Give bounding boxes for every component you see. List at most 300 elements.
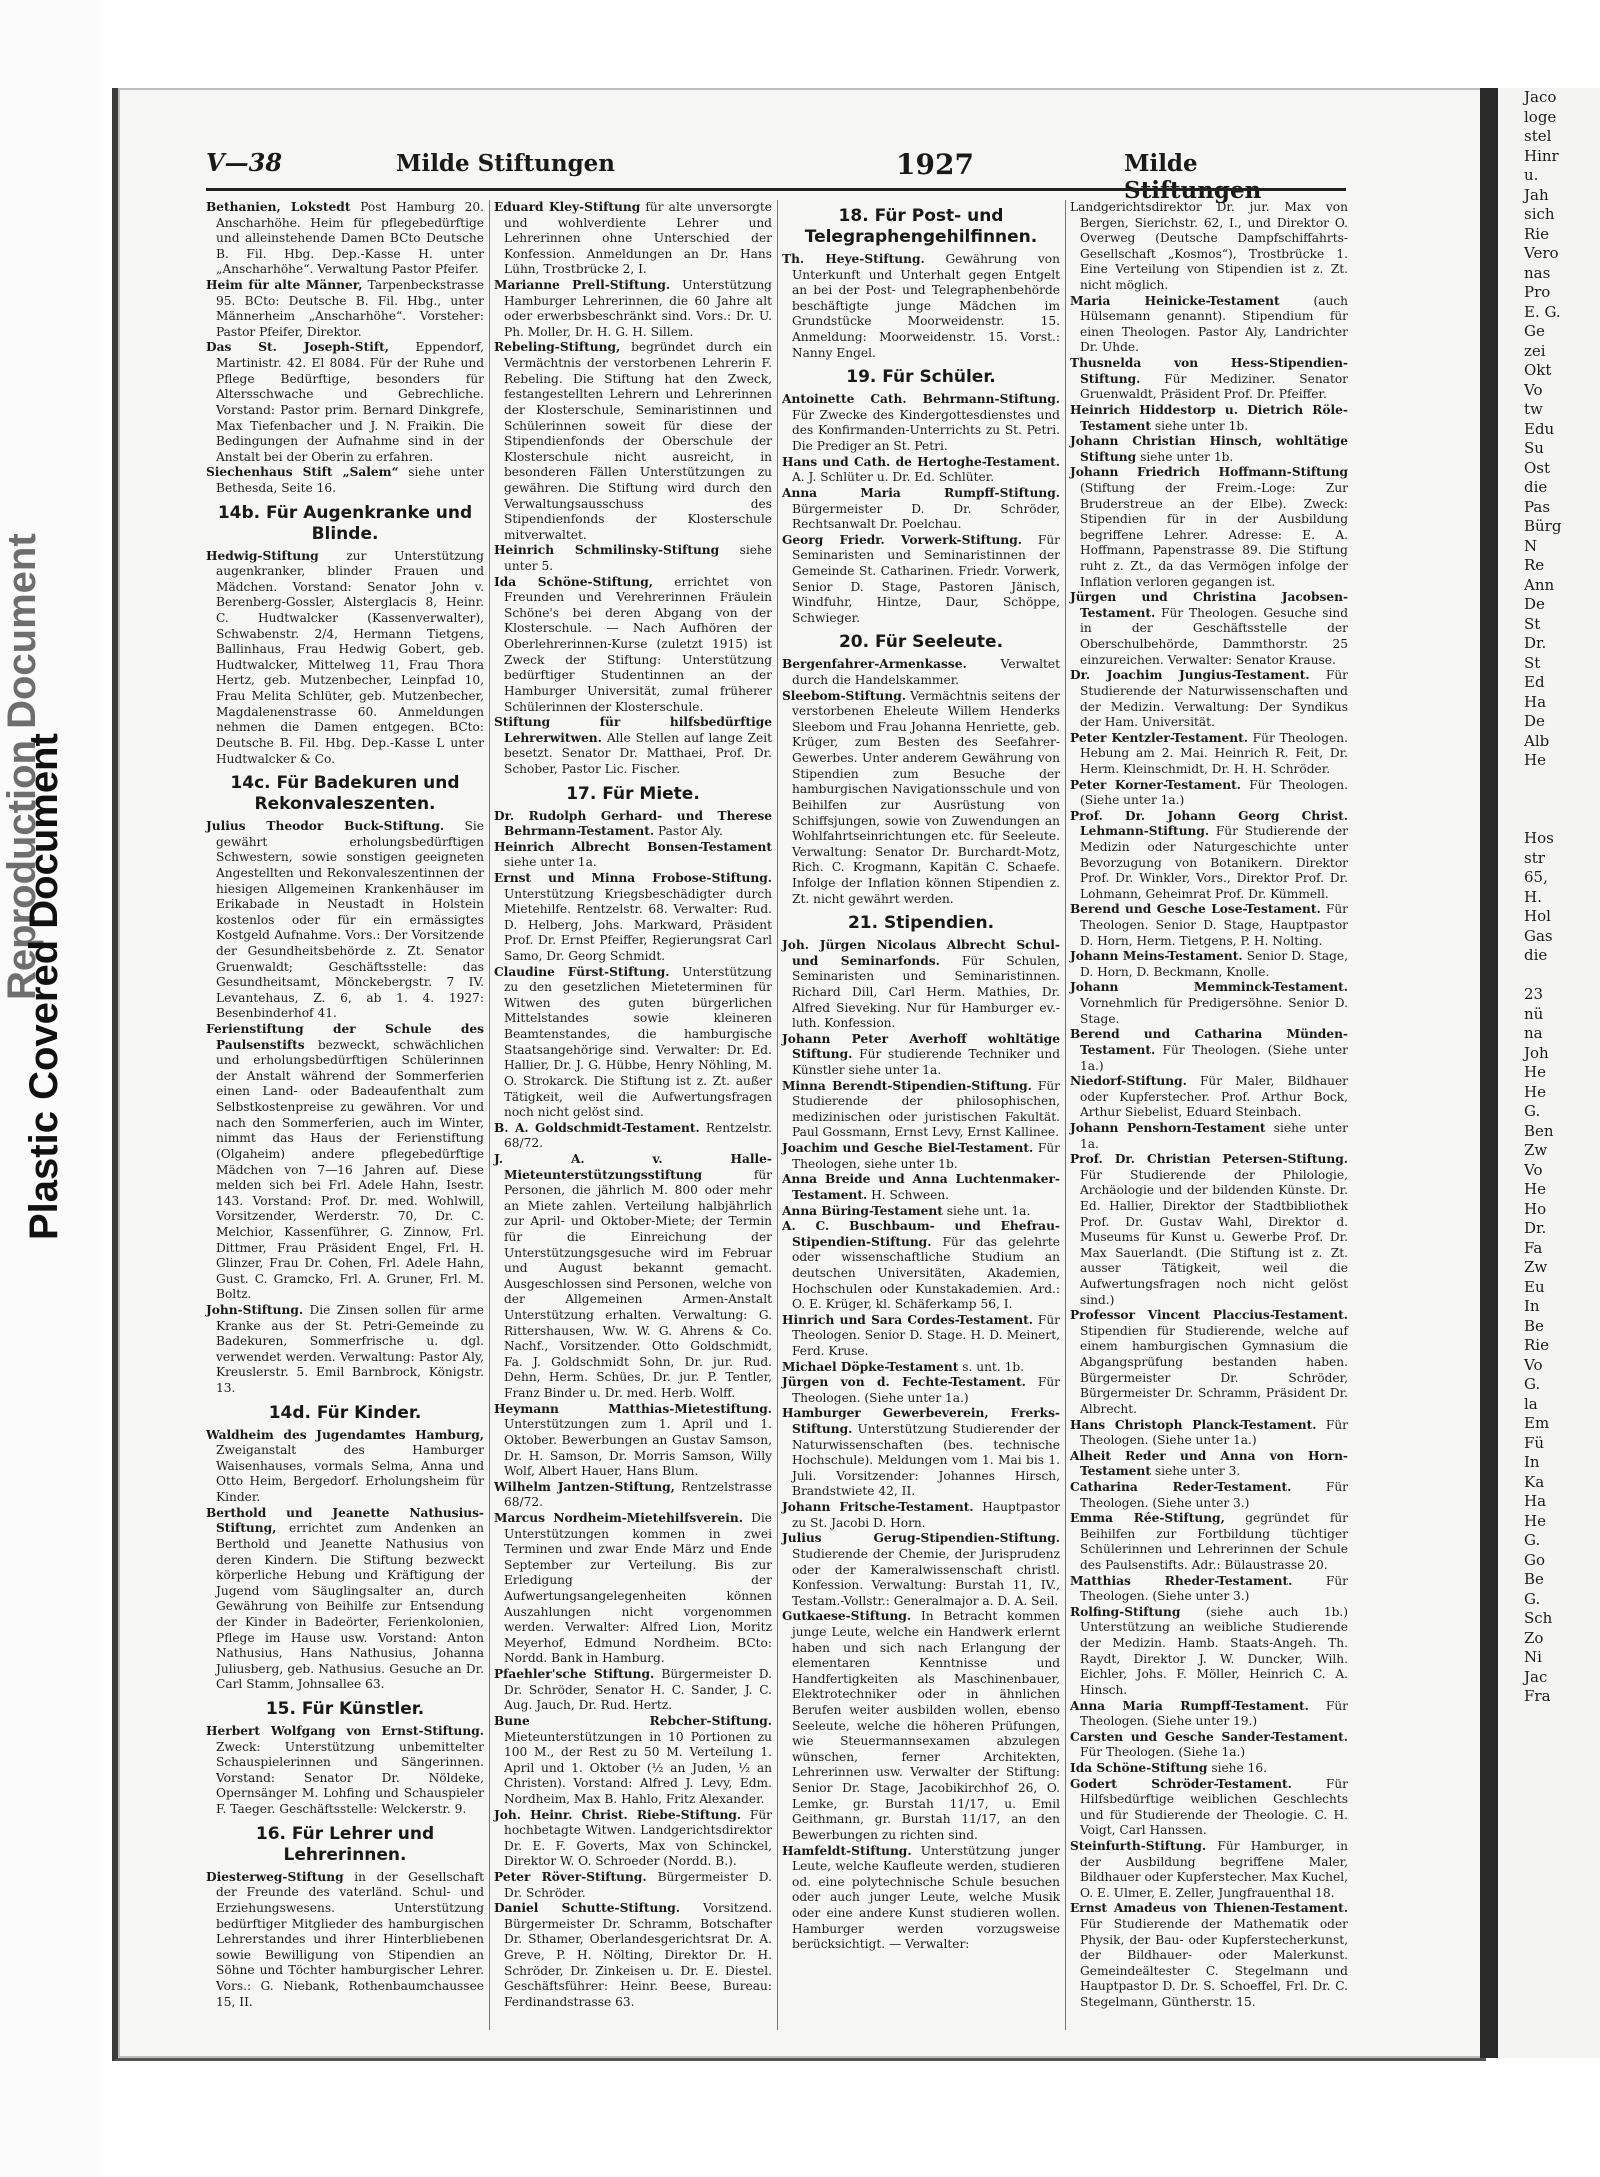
entry-text: In Betracht kommen junge Leute, welche ein Handwerk erlernt haben und sich nach Erlangung der elementaren Kenntnisse und Handfertigkeiten als Maschinenbauer, Elektrotechniker oder in ähnlichen Berufen weiter ausbilden wollen, ebenso Seeleute, welche die höheren Prüfungen, wie Steuermannsexamen abzulegen wünschen, ferner Architekten, Lehrerinnen usw. Verwalter der Stiftung: Senior Dr. Stage, Jacobikirchhof 26, O. Lemke, gr. Burstah 11/17, u. Emil Geithmann, gr. Burstah 11/17, an den Bewerbungen zu richten sind. — [792, 1609, 1060, 1842]
next-page-fragment: u. — [1524, 166, 1539, 184]
foundation-entry — [494, 200, 772, 278]
next-page-fragment: nü — [1524, 1004, 1544, 1023]
foundation-entry — [1070, 1418, 1348, 1449]
entry-name: Johann Friedrich Hoffmann-Stiftung — [1070, 465, 1348, 480]
entry-name: Marianne Prell-Stiftung. — [494, 278, 671, 293]
entry-text: Landgerichtsdirektor Dr. jur. Max von Bergen, Sierichstr. 62, I., und Direktor O. Overweg (Deutsche Dampfschiffahrts-Gesellschaft „Kosmos“), Trostbrücke 1. Eine Verteilung von Stipendien ist z. Zt. nicht möglich. — [1070, 200, 1348, 293]
entry-text: Senior D. Stage, D. Horn, D. Beckmann, Knolle. — [1080, 949, 1348, 979]
next-page-edge — [1498, 88, 1600, 2058]
entry-text: für alte unversorgte und wohlverdiente Lehrer und Lehrerinnen ohne Unterschied der Konfession. Anmeldungen an Dr. Hans Lühn, Trostbrücke 2, I. — [504, 200, 772, 277]
foundation-entry — [1070, 731, 1348, 778]
next-page-fragment: G. — [1524, 1589, 1541, 1608]
entry-text: Für Hamburger, in der Ausbildung begriffene Maler, Bildhauer oder Kupferstecher. Max Kuchel, O. E. Ulmer, E. Zeller, Jungfrauenthal 18. — [1080, 1838, 1348, 1900]
next-page-fragment: Fa — [1524, 1238, 1543, 1257]
header-rule — [206, 188, 1346, 191]
section-heading: 21. Stipendien. — [847, 913, 995, 934]
foundation-entry — [206, 465, 484, 496]
entry-text: Unterstützung Hamburger Lehrerinnen, die 60 Jahre alt oder erwerbsbeschränkt sind. Vors.: Dr. U. Ph. Moller, Dr. H. G. H. Sillem. — [504, 278, 772, 339]
entry-text: Vorsitzend. Bürgermeister Dr. Schramm, Botschafter Dr. Sthamer, Oberlandesgerichtsrat Dr. A. Greve, P. H. Nölting, Direktor Dr. H. Schröder, Dr. Zinkeisen u. Dr. E. Diestel. Geschäftsführer: Heinr. Beese, Bureau: Ferdinandstrasse 63. — [504, 1901, 772, 2009]
entry-name: Bergenfahrer-Armenkasse. — [782, 657, 967, 672]
foundation-entry — [1070, 1449, 1348, 1480]
foundation-entry — [1070, 1761, 1348, 1777]
next-page-fragment: De — [1524, 712, 1545, 730]
entry-text: Für Studierende der Philologie, Archäologie und der bildenden Künste. Dr. Ed. Hallier, Direktor der Stadtbibliothek Prof. Dr. Gustav Wahl, Direktor d. Museums für Kunst u. Gewerbe Prof. Dr. Max Sauerlandt. (Die Stiftung ist z. Zt. ausser Tätigkeit, weil die Aufwertungsfragen noch nicht gelöst sind.) — [1080, 1167, 1348, 1307]
entry-text: Vornehmlich für Predigersöhne. Senior D. Stage. — [1080, 996, 1348, 1026]
entry-name: Siechenhaus Stift „Salem“ — [206, 465, 399, 480]
entry-name: B. A. Goldschmidt-Testament. — [494, 1120, 700, 1135]
next-page-fragment: la — [1524, 1394, 1538, 1413]
column-3 — [782, 200, 1060, 1953]
foundation-entry — [782, 689, 1060, 908]
entry-text: Für Mediziner. Senator Gruenwaldt, Präsident Prof. Dr. Pfeiffer. — [1080, 371, 1348, 402]
next-page-fragment: 65, — [1524, 868, 1548, 886]
column-divider — [1065, 200, 1066, 2030]
next-page-fragment: G. — [1524, 1102, 1541, 1120]
next-page-fragment: Go — [1524, 1550, 1546, 1569]
next-page-fragment: Ann — [1524, 575, 1555, 594]
column-4 — [1070, 200, 1348, 2011]
section-heading: 18. Für Post- und Telegraphengehilfinnen. — [804, 206, 1038, 247]
entry-name: Heim für alte Männer, — [206, 278, 363, 293]
entry-name: Alheit Reder und Anna von Horn-Testament — [1070, 1448, 1348, 1479]
entry-text: Für Theologen. (Siehe unter 1a.) — [792, 1375, 1061, 1405]
entry-name: Waldheim des Jugendamtes Hamburg, — [206, 1427, 484, 1442]
foundation-entry — [1070, 1308, 1348, 1417]
entry-name: Eduard Kley-Stiftung — [494, 200, 641, 214]
foundation-entry — [494, 340, 772, 543]
entry-text: Für Theologen. (Siehe unter 1a.) — [1080, 777, 1348, 808]
foundation-entry — [1070, 434, 1348, 465]
next-page-fragment: Pas — [1524, 497, 1551, 516]
section-heading: 14b. Für Augenkranke und Blinde. — [217, 502, 473, 544]
entry-name: Steinfurth-Stiftung. — [1070, 1838, 1207, 1853]
entry-name: Joachim und Gesche Biel-Testament. — [782, 1141, 1034, 1156]
entry-name: Heinrich Schmilinsky-Stiftung — [494, 543, 720, 558]
foundation-entry — [782, 1406, 1060, 1500]
section-heading: 14d. Für Kinder. — [268, 1402, 422, 1423]
foundation-entry — [782, 1375, 1060, 1406]
foundation-entry — [1070, 465, 1348, 590]
entry-text: Für Theologen. (Siehe unter 19.) — [1080, 1698, 1349, 1729]
entry-name: Thusnelda von Hess-Stipendien-Stiftung. — [1070, 356, 1348, 386]
entry-name: Johann Meins-Testament. — [1070, 949, 1243, 964]
entry-text: Bürgermeister D. Dr. Schröder, Senator H. C. Sander, J. C. Aug. Jauch, Dr. Rud. Hertz. — [504, 1667, 773, 1713]
entry-name: Marcus Nordheim-Mietehilfsverein. — [494, 1510, 744, 1525]
next-page-fragment: N — [1524, 536, 1538, 555]
foundation-entry — [1070, 902, 1348, 949]
next-page-fragment: St — [1524, 614, 1541, 633]
foundation-entry — [1070, 1605, 1348, 1699]
entry-name: Bethanien, Lokstedt — [206, 200, 351, 214]
foundation-entry — [782, 938, 1060, 1032]
newspaper-page — [112, 88, 1486, 2061]
next-page-fragment: nas — [1524, 263, 1551, 282]
next-page-fragment: Vo — [1524, 1160, 1543, 1179]
entry-name: Antoinette Cath. Behrmann-Stiftung. — [782, 392, 1060, 407]
entry-text: Für Schulen, Seminaristen und Seminaristinnen. Richard Dill, Carl Herm. Mathies, Dr. Alfred Sieveking. Nur für Hamburger ev.-luth. Konfession. — [792, 953, 1060, 1031]
entry-text: Die Unterstützungen kommen in zwei Terminen und zwar Ende März und Ende September zur Verteilung. Bis zur Erledigung der Aufwertungsangelegenheiten können Auszahlungen nicht vorgenommen werden. Verwalter: Alfred Lion, Moritz Meyerhof, Edmund Nordheim. BCto: Nordd. Bank in Hamburg. — [504, 1510, 772, 1666]
foundation-entry — [494, 871, 772, 965]
next-page-fragment: H. — [1524, 887, 1542, 906]
entry-text: Unterstützung Kriegsbeschädigter durch Mietehilfe. Rentzelstr. 68. Verwalter: Rud. D. Helberg, Johs. Markward, Präsident Prof. Dr. Ernst Pfeiffer, Regierungsrat Carl Samo, Dr. Georg Schmidt. — [504, 886, 772, 964]
entry-name: Emma Rée-Stiftung, — [1070, 1511, 1225, 1526]
next-page-fragment: Ha — [1524, 692, 1547, 711]
page-header — [206, 148, 1336, 182]
page-number: V—38 — [206, 148, 283, 177]
entry-name: Ida Schöne-Stiftung — [1070, 1760, 1208, 1775]
entry-text: Zweiganstalt des Hamburger Waisenhauses, vormals Selma, Anna und Otto Heim, Bergedorf. Erholungsheim für Kinder. — [216, 1443, 484, 1505]
entry-text: Für Studierende der Medizin oder Naturgeschichte unter Bevorzugung von Botanikern. Direktor Prof. Dr. Winkler, Vors., Direktor Prof. Dr. Lohmann, Geheimrat Prof. Dr. Kümmell. — [1080, 824, 1348, 901]
entry-name: Anna Büring-Testament — [782, 1203, 943, 1218]
entry-name: Godert Schröder-Testament. — [1070, 1776, 1292, 1791]
foundation-entry — [494, 1121, 772, 1152]
foundation-entry — [1070, 1121, 1348, 1152]
next-page-fragment — [1498, 966, 1600, 986]
next-page-fragment: Eu — [1524, 1277, 1545, 1296]
foundation-entry — [1070, 1730, 1348, 1761]
next-page-fragment: Vero — [1524, 244, 1559, 262]
entry-name: Minna Berendt-Stipendien-Stiftung. — [782, 1078, 1032, 1093]
next-page-fragment: loge — [1524, 107, 1557, 126]
entry-text: in der Gesellschaft der Freunde des vaterländ. Schul- und Erziehungswesens. Unterstützung bedürftiger Mitglieder des hamburgischen Lehrerstandes und ihrer Hinterbliebenen sowie Bewilligung von Stipendien an Söhne und Töchter hamburgischer Lehrer. Vors.: G. Niebank, Rothenbaumchaussee 15, II. — [216, 1869, 484, 2009]
next-page-fragment: Jaco — [1524, 88, 1557, 106]
entry-name: Maria Heinicke-Testament — [1070, 293, 1280, 308]
next-page-fragment: St — [1524, 653, 1541, 672]
foundation-entry — [206, 819, 484, 1022]
entry-text: Für Studierende der Mathematik oder Physik, der Bau- oder Kupferstecherkunst, der Bildhauer- oder Malerkunst. Gemeindeältester C. Stegelmann und Hauptpastor D. Dr. S. Schoeffel, Frl. Dr. C. Stegelmann, Güntherstr. 15. — [1080, 1917, 1348, 2010]
column-2 — [494, 200, 772, 2010]
foundation-entry — [1070, 949, 1348, 980]
entry-text: Für Maler, Bildhauer oder Kupferstecher. Prof. Arthur Bock, Arthur Siebelist, Eduard Steinbach. — [1080, 1074, 1349, 1120]
entry-text: siehe unter 3. — [1154, 1464, 1241, 1479]
entry-text: Die Zinsen sollen für arme Kranke aus der St. Petri-Gemeinde zu Badekuren, Sommerfrische u. dgl. verwendet werden. Verwaltung: Pastor Aly, Kreuslerstr. 5. Emil Barnbrock, Königstr. 13. — [216, 1303, 484, 1396]
entry-text: siehe 16. — [1211, 1760, 1267, 1775]
foundation-entry — [782, 533, 1060, 627]
foundation-entry — [1070, 1901, 1348, 2010]
entry-text: Stipendien für Studierende, welche auf einem hamburgischen Gymnasium die Abgangsprüfung bestanden haben. Bürgermeister Dr. Schröder, Bürgermeister Dr. Schramm, Präsident Dr. Albrecht. — [1080, 1323, 1348, 1416]
next-page-fragment: Dr. — [1524, 634, 1547, 652]
foundation-entry — [1070, 1511, 1348, 1573]
header-title-right: Milde — [1124, 150, 1198, 177]
entry-name: Th. Heye-Stiftung. — [782, 252, 925, 266]
next-page-fragment: Su — [1524, 439, 1544, 457]
foundation-entry — [494, 1402, 772, 1480]
foundation-entry — [782, 1360, 1060, 1376]
entry-name: Professor Vincent Placcius-Testament. — [1070, 1308, 1348, 1323]
entry-name: Stiftung für hilfsbedürftige Lehrerwitwen. — [494, 715, 772, 745]
entry-text: Für das gelehrte oder wissenschaftliche Studium an deutschen Universitäten, Akademien, Hochschulen oder Kunstakademien. Ard.: O. E. Krüger, kl. Schäferkamp 56, I. — [792, 1234, 1060, 1312]
entry-name: Johann Peter Averhoff wohltätige Stiftung. — [782, 1031, 1060, 1062]
entry-name: Joh. Heinr. Christ. Riebe-Stiftung. — [494, 1807, 742, 1822]
entry-name: Wilhelm Jantzen-Stiftung, — [494, 1479, 675, 1494]
foundation-entry — [206, 200, 484, 278]
foundation-entry — [494, 1667, 772, 1714]
next-page-fragment: Vo — [1524, 380, 1543, 399]
entry-text: siehe unt. 1a. — [946, 1203, 1031, 1218]
next-page-fragment: Hinr — [1524, 146, 1559, 165]
next-page-fragment: He — [1524, 1511, 1546, 1530]
entry-name: Johann Christian Hinsch, wohltätige Stiftung — [1070, 434, 1348, 464]
next-page-fragment: zei — [1524, 341, 1546, 360]
next-page-fragment: Bürg — [1524, 517, 1562, 535]
entry-text: errichtet zum Andenken an Berthold und Jeanette Nathusius von deren Kindern. Die Stiftung bezweckt körperliche Hebung und Kräftigung der Jugend vom Säuglingsalter an, durch Gewährung von Beihilfe zur Entsendung der Kinder in Badeörter, Ferienkolonien, Pflege im Hause usw. Vorstand: Anton Nathusius, Hans Nathusius, Johanna Juliusberg, geb. Nathusius. Gesuche an Dr. Carl Stamm, Johnsallee 63. — [216, 1521, 484, 1692]
entry-name: Carsten und Gesche Sander-Testament. — [1070, 1729, 1348, 1744]
entry-name: Julius Gerug-Stipendien-Stiftung. — [782, 1531, 1060, 1546]
entry-name: Anna Breide und Anna Luchtenmaker-Testament. — [782, 1172, 1060, 1202]
foundation-entry — [494, 1714, 772, 1808]
next-page-fragment: Ost — [1524, 458, 1551, 477]
foundation-entry — [782, 1609, 1060, 1843]
entry-name: Bune Rebcher-Stiftung. — [494, 1713, 772, 1728]
next-page-fragment: He — [1524, 1082, 1546, 1101]
next-page-fragment: Dr. — [1524, 1219, 1547, 1237]
entry-text: Für Theologen. Senior D. Stage. H. D. Meinert, Ferd. Kruse. — [792, 1312, 1061, 1358]
next-page-fragment: Fü — [1524, 1433, 1545, 1452]
next-page-fragment: Ni — [1524, 1648, 1542, 1666]
entry-name: Heymann Matthias-Mietestiftung. — [494, 1401, 772, 1416]
foundation-entry — [206, 549, 484, 768]
foundation-entry — [782, 1844, 1060, 1953]
next-page-fragment: He — [1524, 1063, 1546, 1081]
entry-name: Pfaehler'sche Stiftung. — [494, 1667, 655, 1682]
entry-name: Catharina Reder-Testament. — [1070, 1479, 1292, 1494]
entry-text: gegründet für Beihilfen zur Fortbildung tüchtiger Schülerinnen und Lehrerinnen der Schule des Paulsenstifts. Adr.: Bülaustrasse 20. — [1080, 1511, 1349, 1573]
next-page-fragment: Hos — [1524, 829, 1554, 847]
foundation-entry — [494, 575, 772, 715]
entry-text: Rentzelstrasse 68/72. — [504, 1479, 772, 1510]
entry-text: s. unt. 1b. — [962, 1359, 1024, 1374]
entry-name: Johann Memminck-Testament. — [1070, 980, 1348, 995]
entry-name: Ernst und Minna Frobose-Stiftung. — [494, 870, 772, 885]
next-page-fragment: Joh — [1524, 1043, 1549, 1062]
entry-text: begründet durch ein Vermächtnis der verstorbenen Lehrerin F. Rebeling. Die Stiftung hat den Zweck, festangestellten Lehrern und Lehrerinnen der Klosterschule, Seminaristinnen und Schülerinnen soweit für diese der Stipendienfonds der Oberschule der Klosterschule nicht ausreicht, in besonderen Fällen Unterstützungen zu gewähren. Die Stiftung wird durch den Verwaltungsausschuss des Stipendienfonds der Klosterschule mitverwaltet. — [504, 340, 772, 542]
next-page-fragment: Ed — [1524, 673, 1545, 691]
next-page-fragment: Rie — [1524, 224, 1549, 243]
foundation-entry — [494, 965, 772, 1121]
entry-name: Anna Maria Rumpff-Stiftung. — [782, 485, 1060, 500]
entry-name: Ernst Amadeus von Thienen-Testament. — [1070, 1901, 1348, 1916]
next-page-fragment: Ha — [1524, 1492, 1547, 1510]
foundation-entry — [782, 1500, 1060, 1531]
foundation-entry — [1070, 778, 1348, 809]
foundation-entry — [1070, 200, 1348, 294]
next-page-fragment: Ge — [1524, 322, 1545, 340]
foundation-entry — [1070, 1027, 1348, 1074]
next-page-fragment: Ka — [1524, 1472, 1545, 1491]
foundation-entry — [494, 1808, 772, 1870]
foundation-entry — [782, 1204, 1060, 1220]
entry-name: Ida Schöne-Stiftung, — [494, 574, 654, 589]
foundation-entry — [494, 543, 772, 574]
entry-text: Post Hamburg 20. Anscharhöhe. Heim für pflegebedürftige und alleinstehende Damen BCto Deutsche B. Fil. Hbg. Dep.-Kasse H. unter „Anscharhöhe“. Verwaltung Pastor Pfeifer. — [216, 200, 485, 277]
foundation-entry — [1070, 403, 1348, 434]
entry-name: A. C. Buschbaum- und Ehefrau-Stipendien-Stiftung. — [782, 1219, 1060, 1249]
header-year: 1927 — [896, 148, 974, 181]
foundation-entry — [1070, 1699, 1348, 1730]
entry-text: siehe unter Bethesda, Seite 16. — [216, 465, 485, 495]
foundation-entry — [494, 840, 772, 871]
foundation-entry — [206, 1428, 484, 1506]
foundation-entry — [494, 1901, 772, 2010]
next-page-fragment: Hol — [1524, 907, 1551, 925]
foundation-entry — [1070, 294, 1348, 356]
section-heading: 17. Für Miete. — [566, 783, 700, 804]
foundation-entry — [782, 1032, 1060, 1079]
entry-name: Prof. Dr. Johann Georg Christ. Lehmann-Stiftung. — [1070, 808, 1348, 839]
entry-name: Ferienstiftung der Schule des Paulsenstifts — [206, 1022, 484, 1052]
entry-text: Für Theologen. (Siehe 1a.) — [1080, 1745, 1246, 1760]
foundation-entry — [1070, 1574, 1348, 1605]
foundation-entry — [206, 1870, 484, 2010]
entry-text: Für Seminaristen und Seminaristinnen der Gemeinde St. Catharinen. Friedr. Vorwerk, Senior D. Stage, Pastoren Jänisch, Windfuhr, Hintze, Daur, Schöppe, Schwieger. — [792, 532, 1061, 625]
foundation-entry — [206, 1022, 484, 1303]
entry-text: Zweck: Unterstützung unbemittelter Schauspielerinnen und Sängerinnen. Vorstand: Senator Dr. Nöldeke, Opernsänger M. Lohfing und Schauspieler F. Taeger. Geschäftsstelle: Welckerstr. 9. — [216, 1739, 484, 1817]
entry-text: Unterstützungen zum 1. April und 1. Oktober. Bewerbungen an Gustav Samson, Dr. H. Samson, Dr. Morris Samson, Willy Wolf, Albert Hauer, Hans Blum. — [504, 1417, 772, 1479]
next-page-fragment: De — [1524, 595, 1545, 613]
entry-name: Hans Christoph Planck-Testament. — [1070, 1417, 1317, 1432]
section-heading: 19. Für Schüler. — [846, 367, 996, 388]
foundation-entry — [782, 392, 1060, 454]
entry-text: Für Zwecke des Kindergottesdienstes und des Konfirmanden-Unterrichts zu St. Petri. Die Prediger an St. Petri. — [792, 407, 1060, 454]
entry-text: Unterstützung zu den gesetzlichen Mieteterminen für Witwen des guten bürgerlichen Mittelstandes sowie kleineren Beamtenstandes, die hamburgische Staatsangehörige sind. Verwalter: Dr. Ed. Hallier, Dr. J. G. Hübbe, Henry Nöhling, M. O. Strokarck. Die Stiftung ist z. Zt. außer Tätigkeit, weil die Aufwertungsfragen noch nicht gelöst sind. — [504, 964, 772, 1120]
next-page-fragment: In — [1524, 1453, 1540, 1471]
next-page-fragment: G. — [1524, 1531, 1541, 1549]
next-page-fragment: Em — [1524, 1414, 1550, 1432]
entry-name: Gutkaese-Stiftung. — [782, 1609, 912, 1624]
foundation-entry — [206, 1303, 484, 1397]
entry-text: siehe unter 1b. — [1140, 449, 1234, 464]
next-page-fragment: die — [1524, 478, 1548, 496]
entry-name: Anna Maria Rumpff-Testament. — [1070, 1698, 1309, 1713]
foundation-entry — [1070, 1074, 1348, 1121]
next-page-fragment: Okt — [1524, 361, 1552, 379]
entry-name: Peter Kentzler-Testament. — [1070, 730, 1248, 745]
foundation-entry — [206, 1724, 484, 1818]
entry-text: Für Theologen, siehe unter 1b. — [792, 1141, 1060, 1171]
entry-name: Hamfeldt-Stiftung. — [782, 1843, 912, 1858]
entry-text: bezweckt, schwächlichen und erholungsbedürftigen Schülerinnen der Anstalt während der Sommerferien einen Land- oder Badeaufenthalt zum Selbstkostenpreise zu gewähren. Vor und nach den Sommerferien, auch im Winter, nimmt das Haus der Ferienstiftung (Olgaheim) andere pflegebedürftige Mädchen von 7—16 Jahren auf. Diese melden sich bei Frl. Adele Hahn, Isestr. 143. Vorstand: Prof. Dr. med. Wohlwill, Vorsitzender, Werderstr. 70, Dr. C. Melchior, Kassenführer, G. Zinnow, Frl. Dittmer, Frau Präsident Engel, Frl. H. Glinzer, Frau Dr. Cohen, Frl. Adele Hahn, Gust. C. Gramcko, Frl. A. Gruner, Frl. M. Boltz. — [216, 1037, 484, 1302]
next-page-fragment: Be — [1524, 1316, 1544, 1335]
entry-text: Hauptpastor zu St. Jacobi D. Horn. — [792, 1500, 1061, 1530]
next-page-fragment: He — [1524, 751, 1546, 769]
next-page-fragment: str — [1524, 848, 1545, 867]
entry-text: Für Theologen. (Siehe unter 3.) — [1080, 1479, 1348, 1510]
entry-name: Berend und Gesche Lose-Testament. — [1070, 902, 1321, 917]
next-page-fragment: sich — [1524, 205, 1555, 223]
entry-name: Sleebom-Stiftung. — [782, 688, 906, 703]
entry-text: Für hochbetagte Witwen. Landgerichtsdirektor Dr. E. F. Goverts, Max von Schinckel, Direktor W. O. Schroeder (Nordd. B.). — [504, 1807, 772, 1869]
column-1 — [206, 200, 484, 2010]
entry-text: siehe unter 5. — [504, 543, 772, 574]
next-page-fragment: Jac — [1524, 1667, 1548, 1686]
foundation-entry — [494, 1511, 772, 1667]
next-page-fragment — [1498, 790, 1600, 810]
entry-text: siehe unter 1b. — [1154, 418, 1249, 433]
foundation-entry — [494, 1870, 772, 1901]
entry-text: Eppendorf, Martinistr. 42. El 8084. Für der Ruhe und Pflege Bedürftige, besonders für Altersschwache und Gebrechliche. Vorstand: Pastor prim. Bernard Dinkgrefe, Max Tiefenbacher und J. N. Fraikin. Die Bedingungen der Aufnahme sind in der Anstalt bei der Oberin zu erfahren. — [216, 340, 484, 464]
next-page-fragment: He — [1524, 1180, 1546, 1198]
next-page-fragment — [1498, 771, 1600, 791]
entry-name: Berend und Catharina Münden-Testament. — [1070, 1027, 1348, 1057]
entry-text: Für Theologen. (Siehe unter 1a.) — [1080, 1417, 1348, 1448]
next-page-fragment: Sch — [1524, 1609, 1553, 1627]
next-page-fragment: Jah — [1524, 185, 1549, 204]
entry-name: Rolfing-Stiftung — [1070, 1604, 1181, 1619]
entry-text: Mieteunterstützungen in 10 Portionen zu 100 M., der Rest zu 50 M. Verteilung 1. April und 1. Oktober (½ an Juden, ½ an Christen). Vorstand: Alfred J. Levy, Edm. Nordheim, Max B. Hahlo, Fritz Alexander. — [504, 1729, 772, 1806]
entry-text: Vermächtnis seitens der verstorbenen Eheleute Willem Henderks Sleebom und Frau Johanna Henriette, geb. Krüger, zum Besten des Seefahrer-Gewerbes. Unter anderem Gewährung von Stipendien zum Besuche der hamburgischen Navigationsschule und von Beihilfen zur Ausrüstung von Schiffsjungen, sowie von Zuwendungen an Wohlfahrtseinrichtungen etc. für Seeleute. Verwaltung: Senator Dr. Burchardt-Motz, Rich. C. Krogmann, Kapitän C. Schaefe. Infolge der Inflation können Stipendien z. Zt. nicht gewährt werden. — [792, 688, 1060, 906]
next-page-fragment: Be — [1524, 1570, 1544, 1588]
entry-text: Für Studierende der Naturwissenschaften und der Medizin. Verwaltung: Der Syndikus der Ham. Universität. — [1080, 668, 1349, 730]
column-divider — [489, 200, 490, 2030]
foundation-entry — [782, 252, 1060, 361]
next-page-fragment: na — [1524, 1024, 1543, 1042]
entry-name: Peter Röver-Stiftung. — [494, 1869, 647, 1884]
entry-name: Jürgen von d. Fechte-Testament. — [782, 1375, 1026, 1390]
next-page-fragment: Zw — [1524, 1141, 1548, 1159]
entry-name: Das St. Joseph-Stift, — [206, 340, 389, 355]
foundation-entry — [1070, 1480, 1348, 1511]
entry-name: Daniel Schutte-Stiftung. — [494, 1901, 681, 1916]
foundation-entry — [494, 1480, 772, 1511]
foundation-entry — [1070, 356, 1348, 403]
section-heading: 16. Für Lehrer und Lehrerinnen. — [255, 1823, 435, 1865]
next-page-fragment: Zw — [1524, 1258, 1548, 1276]
next-page-fragment: Ben — [1524, 1121, 1554, 1140]
foundation-entry — [1070, 980, 1348, 1027]
entry-text: Für Theologen. (Siehe unter 1a.) — [1080, 1042, 1348, 1073]
next-page-fragment: stel — [1524, 127, 1552, 145]
foundation-entry — [782, 1079, 1060, 1141]
entry-name: Prof. Dr. Christian Petersen-Stiftung. — [1070, 1152, 1348, 1167]
foundation-entry — [1070, 1777, 1348, 1839]
foundation-entry — [1070, 809, 1348, 903]
entry-name: Hedwig-Stiftung — [206, 548, 319, 563]
next-page-fragment: Edu — [1524, 419, 1555, 438]
entry-text: Alle Stellen auf lange Zeit besetzt. Senator Dr. Matthaei, Prof. Dr. Schober, Pastor Lic. Fischer. — [504, 730, 772, 776]
header-title-left: Milde Stiftungen — [396, 150, 616, 177]
column-divider — [777, 200, 778, 2030]
entry-text: Für studierende Techniker und Künstler siehe unter 1a. — [792, 1047, 1061, 1078]
next-page-fragment: 23 — [1524, 985, 1544, 1003]
entry-text: Gewährung von Unterkunft und Unterhalt gegen Entgelt an bei der Post- und Telegraphenbehörde beschäftigte junge Mädchen im Grundstücke Moorweidenstr. 15. Anmeldung: Moorweidenstr. 15. Vorst.: Nanny Engel. — [792, 252, 1060, 360]
entry-text: Pastor Aly. — [657, 824, 723, 839]
foundation-entry — [1070, 1839, 1348, 1901]
entry-text: Für Hilfsbedürftige weiblichen Geschlechts und für Studierende der Theologie. C. H. Voigt, Carl Hanssen. — [1080, 1776, 1348, 1838]
entry-text: Unterstützung junger Leute, welche Kaufleute werden, studieren od. eine polytechnische Schule besuchen oder auch junger Leute, welche Musik oder eine andere Kunst studieren wollen. Hamburger werden vorzugsweise berücksichtigt. — Verwalter: — [792, 1843, 1060, 1952]
section-heading: 15. Für Künstler. — [265, 1699, 425, 1720]
entry-text: Für Theologen. Gesuche sind in der Geschäftsstelle der Oberschulbehörde, Dammthorstr. 25 einzureichen. Verwalter: Senator Krause. — [1080, 605, 1349, 667]
entry-name: Diesterweg-Stiftung — [206, 1869, 344, 1884]
foundation-entry — [782, 1172, 1060, 1203]
entry-name: Rebeling-Stiftung, — [494, 340, 621, 355]
entry-name: Dr. Rudolph Gerhard- und Therese Behrmann-Testament. — [494, 808, 772, 839]
section-heading: 14c. Für Badekuren und Rekonvaleszenten. — [230, 773, 460, 815]
foundation-entry — [494, 278, 772, 340]
next-page-fragment — [1498, 810, 1600, 830]
entry-text: (auch Hülsemann genannt). Stipendium für einen Theologen. Pastor Aly, Landrichter Dr. Uhde. — [1080, 293, 1348, 355]
entry-name: Matthias Rheder-Testament. — [1070, 1573, 1293, 1588]
section-heading: 20. Für Seeleute. — [838, 632, 1004, 653]
entry-text: Tarpenbeckstrasse 95. BCto: Deutsche B. Fil. Hbg., unter Männerheim „Anscharhöhe“. Vorsteher: Pastor Pfeifer, Direktor. — [216, 278, 484, 339]
plastic-covered-label: Plastic Covered Document — [22, 733, 66, 1240]
entry-name: Johann Fritsche-Testament. — [782, 1500, 974, 1515]
next-page-fragment: Vo — [1524, 1355, 1543, 1374]
entry-text: Verwaltet durch die Handelskammer. — [792, 657, 1060, 688]
entry-text: Bürgermeister D. Dr. Schröder, Rechtsanwalt Dr. Poelchau. — [792, 501, 1060, 532]
next-page-fragment: Pro — [1524, 283, 1551, 301]
entry-text: A. J. Schlüter u. Dr. Ed. Schlüter. — [792, 470, 995, 485]
entry-text: errichtet von Freunden und Verehrerinnen Fräulein Schöne's bei deren Abgang von der Klosterschule. — Nach Aufhören der Oberlehrerinnen-Kurse (zuletzt 1915) ist Zweck der Stiftung: Unterstützung bedürftiger Studentinnen an der Hamburger Universität, zumal früherer Schülerinnen der Klosterschule. — [504, 574, 773, 714]
